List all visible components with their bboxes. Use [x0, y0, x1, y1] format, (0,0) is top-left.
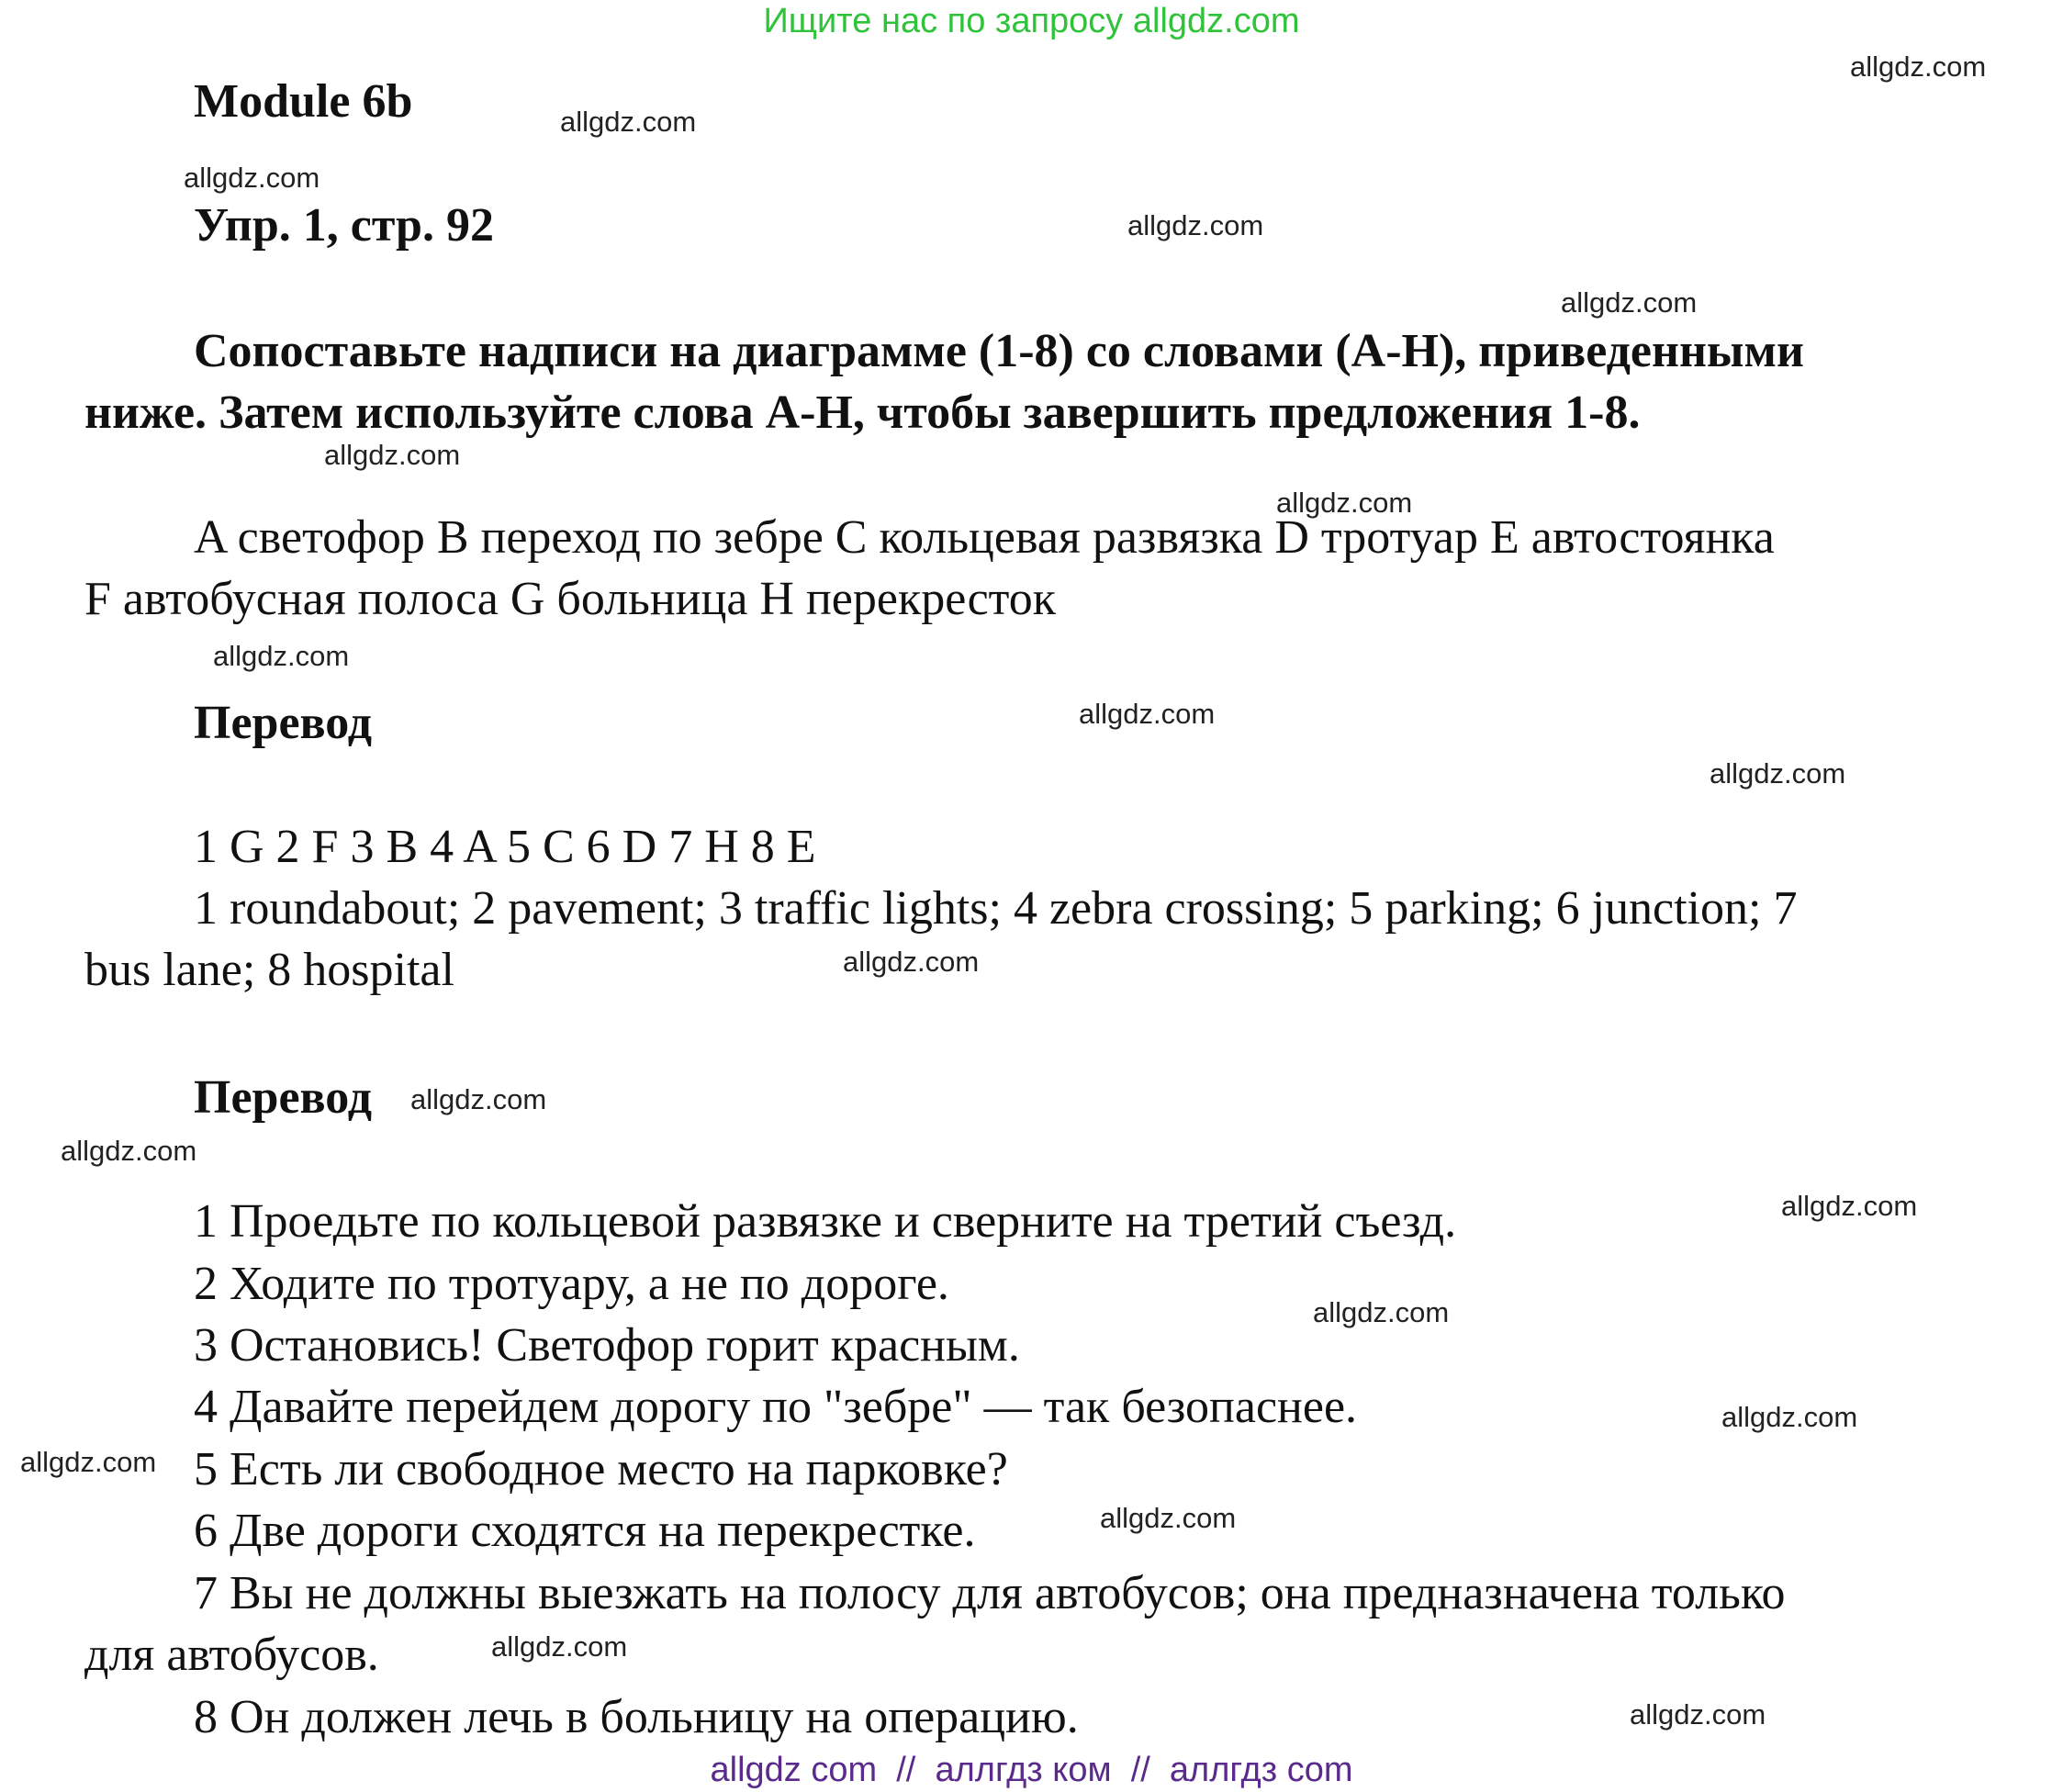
sentence-6: 6 Две дороги сходятся на перекрестке. — [194, 1505, 976, 1557]
sentence-2: 2 Ходите по тротуару, а не по дороге. — [194, 1258, 949, 1310]
watermark: allgdz.com — [20, 1446, 157, 1478]
watermark: allgdz.com — [1781, 1190, 1918, 1222]
watermark: allgdz.com — [560, 106, 697, 138]
watermark: allgdz.com — [213, 640, 350, 672]
answers-words-line-1: 1 roundabout; 2 pavement; 3 traffic lights; 4 zebra crossing; 5 parking; 6 junction; 7 — [194, 882, 1798, 935]
watermark: allgdz.com — [1710, 757, 1846, 790]
watermark: allgdz.com — [491, 1630, 628, 1663]
bottom-banner: allgdz com // аллгдз ком // аллгдз com — [710, 1751, 1353, 1789]
exercise-title: Упр. 1, стр. 92 — [194, 199, 494, 252]
watermark: allgdz.com — [1630, 1698, 1766, 1730]
watermark: allgdz.com — [1079, 698, 1216, 730]
section1-heading: Перевод — [194, 697, 373, 749]
watermark: allgdz.com — [1313, 1296, 1450, 1328]
task-line-2: ниже. Затем используйте слова A-H, чтобы завершить предложения 1-8. — [84, 386, 1641, 439]
watermark: allgdz.com — [324, 439, 461, 471]
sentence-5: 5 Есть ли свободное место на парковке? — [194, 1443, 1008, 1495]
answers-letters: 1 G 2 F 3 B 4 A 5 C 6 D 7 H 8 E — [194, 821, 816, 873]
watermark: allgdz.com — [1276, 487, 1413, 519]
sentence-8: 8 Он должен лечь в больницу на операцию. — [194, 1691, 1079, 1743]
watermark: allgdz.com — [843, 946, 980, 978]
watermark: allgdz.com — [410, 1083, 547, 1115]
watermark: allgdz.com — [1850, 50, 1987, 83]
watermark: allgdz.com — [1127, 209, 1264, 241]
watermark: allgdz.com — [1100, 1502, 1237, 1534]
watermark: allgdz.com — [1561, 286, 1698, 319]
words-line-1: A светофор B переход по зебре C кольцевая развязка D тротуар E автостоянка — [194, 511, 1775, 564]
sentence-1: 1 Проедьте по кольцевой развязке и сверните на третий съезд. — [194, 1195, 1457, 1248]
module-title: Module 6b — [194, 75, 413, 128]
sentence-7: 7 Вы не должны выезжать на полосу для автобусов; она предназначена только — [194, 1567, 1786, 1619]
task-line-1: Сопоставьте надписи на диаграмме (1-8) со словами (A-H), приведенными — [194, 325, 1804, 377]
watermark: allgdz.com — [1721, 1401, 1858, 1433]
watermark: allgdz.com — [61, 1135, 197, 1167]
words-line-2: F автобусная полоса G больница H перекресток — [84, 573, 1056, 625]
answers-words-line-2: bus lane; 8 hospital — [84, 944, 454, 996]
sentence-4: 4 Давайте перейдем дорогу по "зебре" — так безопаснее. — [194, 1381, 1358, 1433]
sentence-7-continued: для автобусов. — [84, 1629, 379, 1681]
watermark: allgdz.com — [184, 162, 320, 194]
section2-heading: Перевод — [194, 1071, 373, 1124]
sentence-3: 3 Остановись! Светофор горит красным. — [194, 1319, 1020, 1372]
top-search-banner: Ищите нас по запросу allgdz.com — [763, 2, 1300, 40]
